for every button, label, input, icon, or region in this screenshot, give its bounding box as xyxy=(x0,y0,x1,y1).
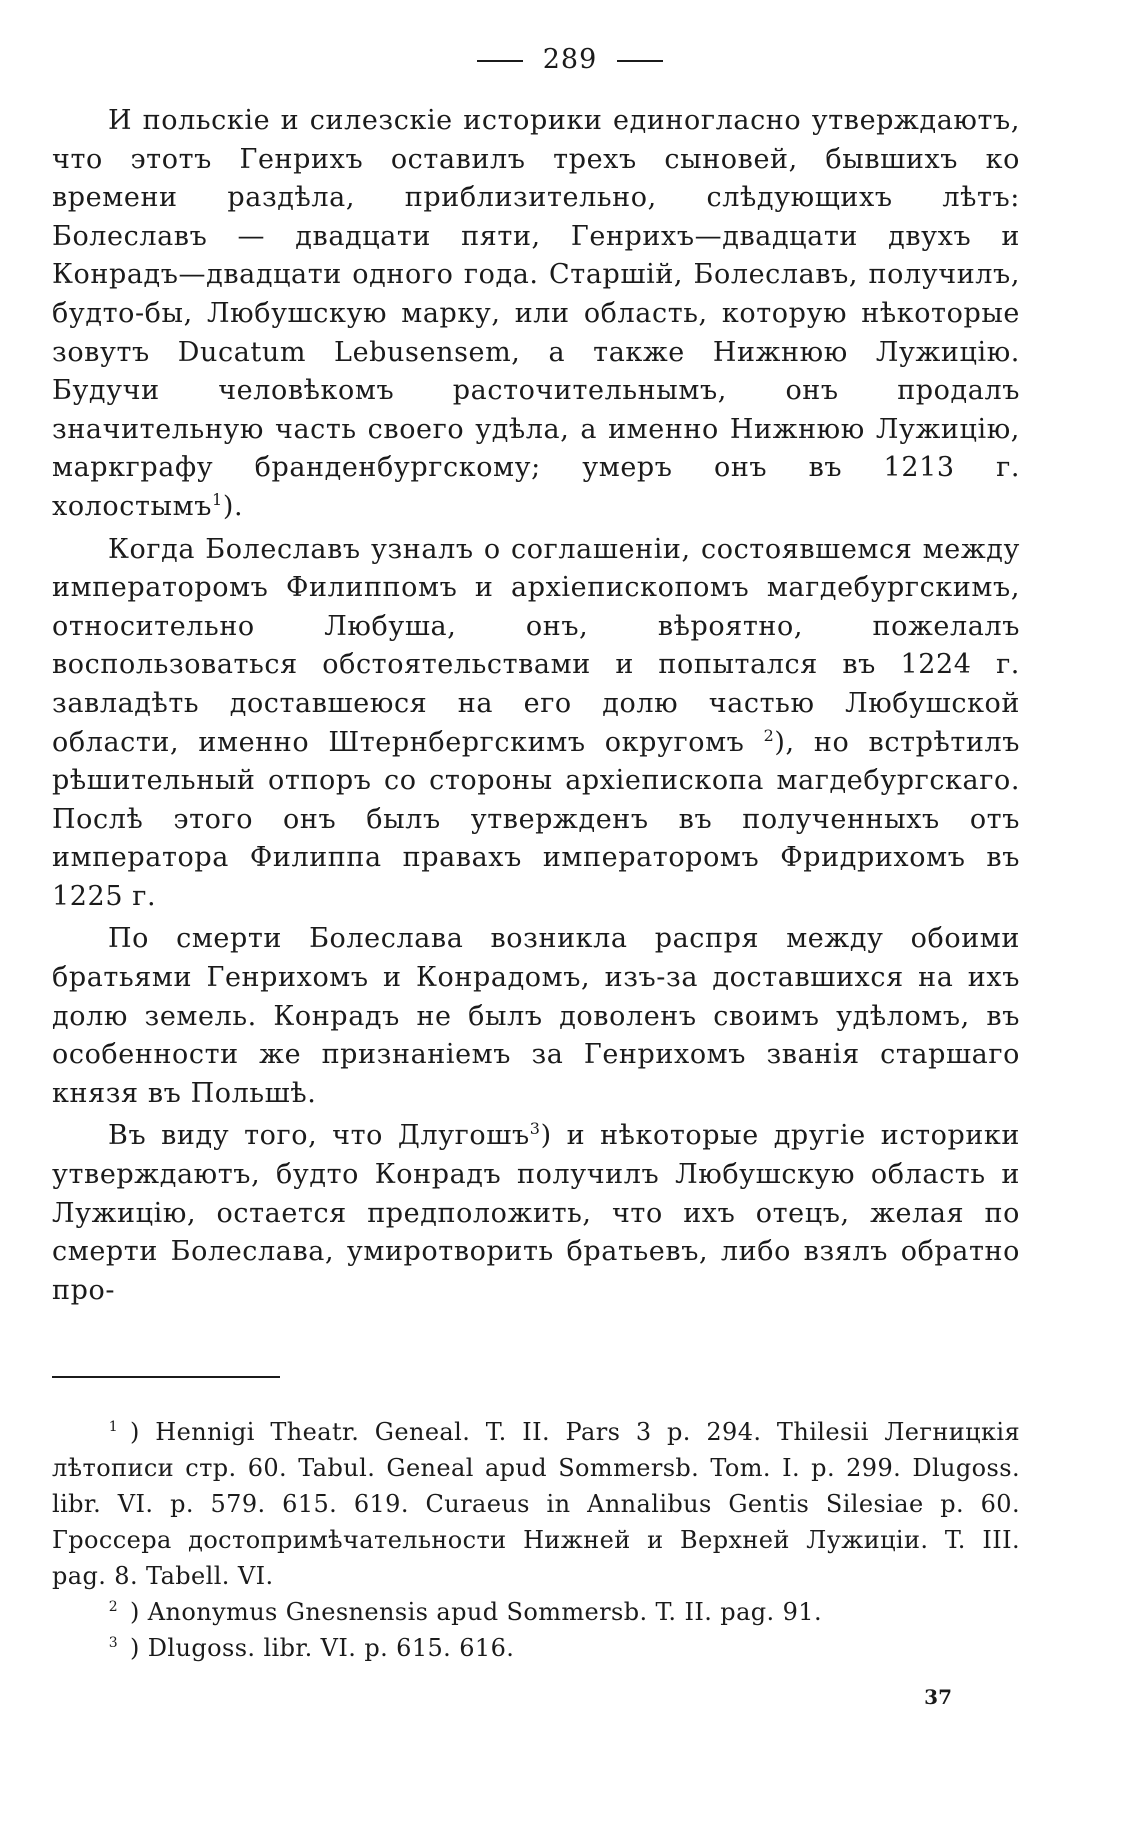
footnote-number: 3 xyxy=(108,1635,118,1651)
footnote xyxy=(52,1594,1020,1630)
footnote-number: 2 xyxy=(108,1599,118,1615)
main-text xyxy=(52,102,1020,1314)
header-dash-right xyxy=(617,60,663,62)
paragraph xyxy=(52,1117,1020,1310)
footnote-ref: 1 xyxy=(212,489,223,509)
footnote-mark xyxy=(52,1594,130,1630)
paragraph-text: По смерти Болеслава возникла распря между обоими братьями Генрихомъ и Конрадомъ, изъ-за доставшихся на ихъ долю земель. Конрадъ не былъ доволенъ своимъ удѣломъ, въ особенности же признаніемъ за Генрихомъ званія старшаго князя въ Польшѣ. xyxy=(52,923,1020,1109)
footnote-mark xyxy=(52,1630,130,1666)
paragraph-text: И польскіе и силезскіе историки единогласно утверждаютъ, что этотъ Генрихъ оставилъ трехъ сыновей, бывшихъ ко времени раздѣла, приблизительно, слѣдующихъ лѣтъ: Болеславъ — двадцати пяти, Генрихъ—двадцати двухъ и Конрадъ—двадцати одного года. Старшій, Болеславъ, получилъ, будто-бы, Любушскую марку, или область, которую нѣкоторые зовутъ Ducatum Lebusensem, а также Нижнюю Лужицію. Будучи человѣкомъ расточительнымъ, онъ продалъ значительную часть своего удѣла, а именно Нижнюю Лужицію, маркграфу бранденбургскому; умеръ онъ въ 1213 г. холостымъ xyxy=(52,105,1020,522)
signature-mark: 37 xyxy=(924,1685,952,1709)
paragraph-text: Когда Болеславъ узналъ о соглашеніи, состоявшемся между императоромъ Филиппомъ и архіепископомъ магдебургскимъ, относительно Любуша, онъ, вѣроятно, пожелалъ воспользоваться обстоятельствами и попытался въ 1224 г. завладѣть доставшеюся на его долю частью Любушской области, именно Штернбергскимъ округомъ xyxy=(52,533,1020,758)
footnote-mark xyxy=(52,1414,130,1450)
paragraph-text: ). xyxy=(222,490,244,522)
page-header xyxy=(0,44,1140,75)
footnote-text: ) Anonymus Gnesnensis apud Sommersb. T. II. pag. 91. xyxy=(130,1598,822,1626)
footnote xyxy=(52,1414,1020,1594)
footnote-divider xyxy=(52,1376,280,1378)
paragraph-text: ) и нѣкоторые другіе историки утверждаютъ, будто Конрадъ получилъ Любушскую область и Лужицію, остается предположить, что ихъ отецъ, желая по смерти Болеслава, умиротворить братьевъ, либо взялъ обратно про- xyxy=(52,1120,1021,1306)
footnote-ref: 2 xyxy=(763,725,775,745)
footnote-ref: 3 xyxy=(529,1119,541,1139)
footnote xyxy=(52,1630,1020,1666)
paragraph xyxy=(52,102,1020,527)
footnote-text: ) Hennigi Theatr. Geneal. T. II. Pars 3 p. 294. Thilesii Легницкія лѣтописи стр. 60. Tabul. Geneal apud Sommersb. Tom. I. p. 299. Dlugoss. libr. VI. p. 579. 615. 619. Curaeus in Annalibus Gentis Silesiae p. 60. Гроссера достопримѣчательности Нижней и Верхней Лужиціи. T. III. pag. 8. Tabell. VI. xyxy=(52,1418,1020,1590)
footnotes xyxy=(52,1414,1020,1666)
footnote-text: ) Dlugoss. libr. VI. p. 615. 616. xyxy=(130,1634,515,1662)
paragraph-text: ), но встрѣтилъ рѣшительный отпоръ со стороны архіепископа магдебургскаго. Послѣ этого онъ былъ утвержденъ въ полученныхъ отъ императора Филиппа правахъ императоромъ Фридрихомъ въ 1225 г. xyxy=(52,726,1020,912)
footnote-number: 1 xyxy=(108,1419,118,1435)
paragraph xyxy=(52,920,1020,1113)
paragraph-text: Въ виду того, что Длугошъ xyxy=(108,1120,530,1152)
page-number: 289 xyxy=(542,44,598,75)
header-dash-left xyxy=(477,60,523,62)
paragraph xyxy=(52,531,1020,917)
